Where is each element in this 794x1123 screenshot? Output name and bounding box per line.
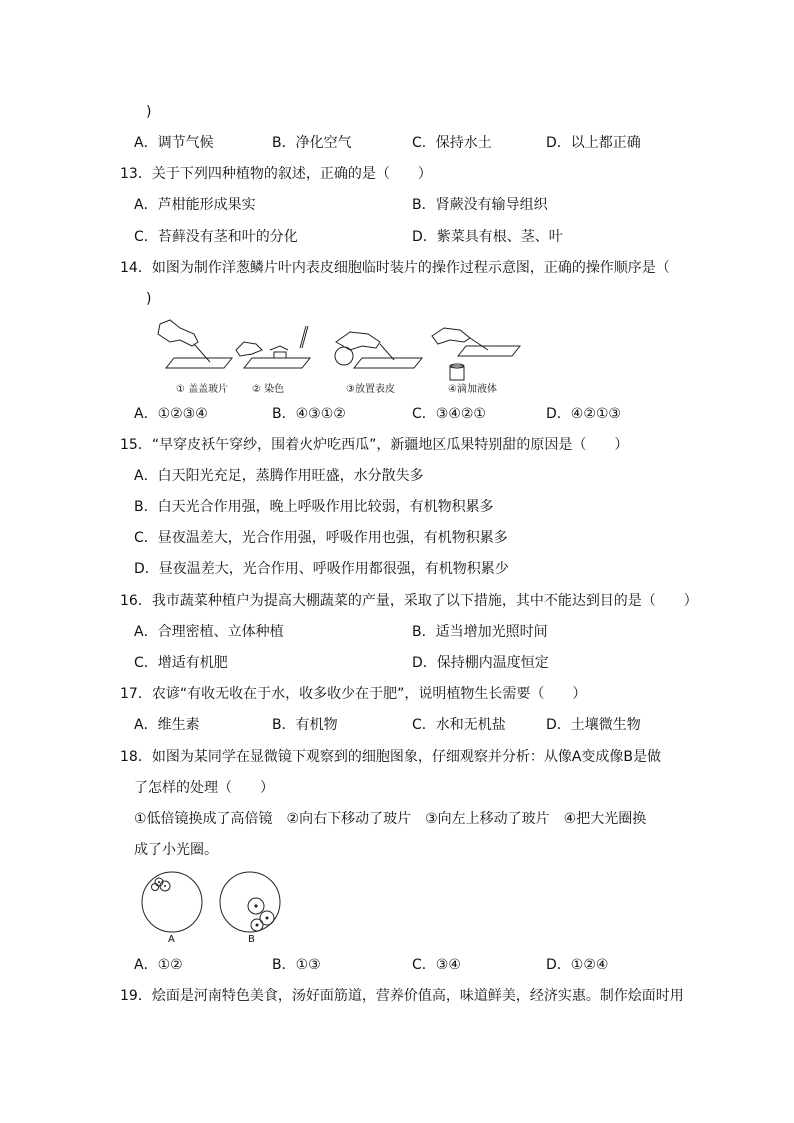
q16-stem: 16．我市蔬菜种植户为提高大棚蔬菜的产量，采取了以下措施，其中不能达到目的是（ ） — [120, 593, 698, 609]
q18-stem-cont: 了怎样的处理（ ） — [134, 780, 274, 796]
q13-option-b[interactable]: B．肾蕨没有输导组织 — [412, 197, 548, 213]
microscope-figure — [138, 870, 288, 934]
q14-caption-3: ③放置表皮 — [346, 384, 395, 395]
q18-statements-cont: 成了小光圈。 — [134, 842, 218, 858]
q16-option-a[interactable]: A．合理密植、立体种植 — [134, 624, 284, 640]
q16-option-b[interactable]: B．适当增加光照时间 — [412, 624, 548, 640]
q18-option-c[interactable]: C．③④ — [412, 957, 461, 973]
q13-option-c[interactable]: C．苔藓没有茎和叶的分化 — [134, 229, 298, 245]
q15-option-b[interactable]: B．白天光合作用强，晚上呼吸作用比较弱，有机物积累多 — [134, 499, 494, 515]
q15-option-a[interactable]: A．白天阳光充足，蒸腾作用旺盛，水分散失多 — [134, 468, 424, 484]
q19-stem: 19．烩面是河南特色美食，汤好面筋道，营养价值高，味道鲜美，经济实惠。制作烩面时用 — [120, 988, 684, 1004]
q16-option-d[interactable]: D．保持棚内温度恒定 — [412, 655, 549, 671]
q15-option-d[interactable]: D．昼夜温差大，光合作用、呼吸作用都很强，有机物积累少 — [134, 561, 509, 577]
q13-stem: 13．关于下列四种植物的叙述，正确的是（ ） — [120, 166, 432, 182]
q15-option-c[interactable]: C．昼夜温差大，光合作用强，呼吸作用也强，有机物积累多 — [134, 530, 508, 546]
q14-caption-2: ② 染色 — [252, 384, 285, 395]
q12-option-d[interactable]: D．以上都正确 — [546, 135, 641, 151]
q17-option-a[interactable]: A．维生素 — [134, 717, 200, 733]
q14-option-d[interactable]: D．④②①③ — [546, 406, 621, 422]
q17-option-d[interactable]: D．土壤微生物 — [546, 717, 641, 733]
q14-caption-4: ④滴加液体 — [448, 384, 497, 395]
q18-label-b: B — [248, 934, 255, 945]
q14-option-a[interactable]: A．①②③④ — [134, 406, 208, 422]
q12-option-c[interactable]: C．保持水土 — [412, 135, 492, 151]
q14-caption-1: ① 盖盖玻片 — [176, 384, 229, 395]
q18-option-d[interactable]: D．①②④ — [546, 957, 609, 973]
q14-option-b[interactable]: B．④③①② — [272, 406, 346, 422]
q18-option-b[interactable]: B．①③ — [272, 957, 321, 973]
q14-continuation: ) — [146, 291, 152, 307]
q12-option-b[interactable]: B．净化空气 — [272, 135, 352, 151]
q17-option-c[interactable]: C．水和无机盐 — [412, 717, 506, 733]
q17-stem: 17．农谚“有收无收在于水，收多收少在于肥”，说明植物生长需要（ ） — [120, 686, 587, 702]
q17-option-b[interactable]: B．有机物 — [272, 717, 338, 733]
q12-continuation: ) — [146, 104, 152, 120]
q13-option-a[interactable]: A．芦柑能形成果实 — [134, 197, 256, 213]
q13-option-d[interactable]: D．紫菜具有根、茎、叶 — [412, 229, 563, 245]
q15-stem: 15．“早穿皮袄午穿纱，围着火炉吃西瓜”，新疆地区瓜果特别甜的原因是（ ） — [120, 437, 629, 453]
q16-option-c[interactable]: C．增适有机肥 — [134, 655, 228, 671]
q18-label-a: A — [168, 934, 175, 945]
q18-option-a[interactable]: A．①② — [134, 957, 183, 973]
q12-option-a[interactable]: A．调节气候 — [134, 135, 214, 151]
q18-stem: 18．如图为某同学在显微镜下观察到的细胞图象，仔细观察并分析：从像A变成像B是做 — [120, 749, 661, 765]
q18-statements: ①低倍镜换成了高倍镜 ②向右下移动了玻片 ③向左上移动了玻片 ④把大光圈换 — [134, 811, 647, 827]
q14-option-c[interactable]: C．③④②① — [412, 406, 486, 422]
q14-stem: 14．如图为制作洋葱鳞片叶内表皮细胞临时装片的操作过程示意图，正确的操作顺序是（ — [120, 260, 670, 276]
